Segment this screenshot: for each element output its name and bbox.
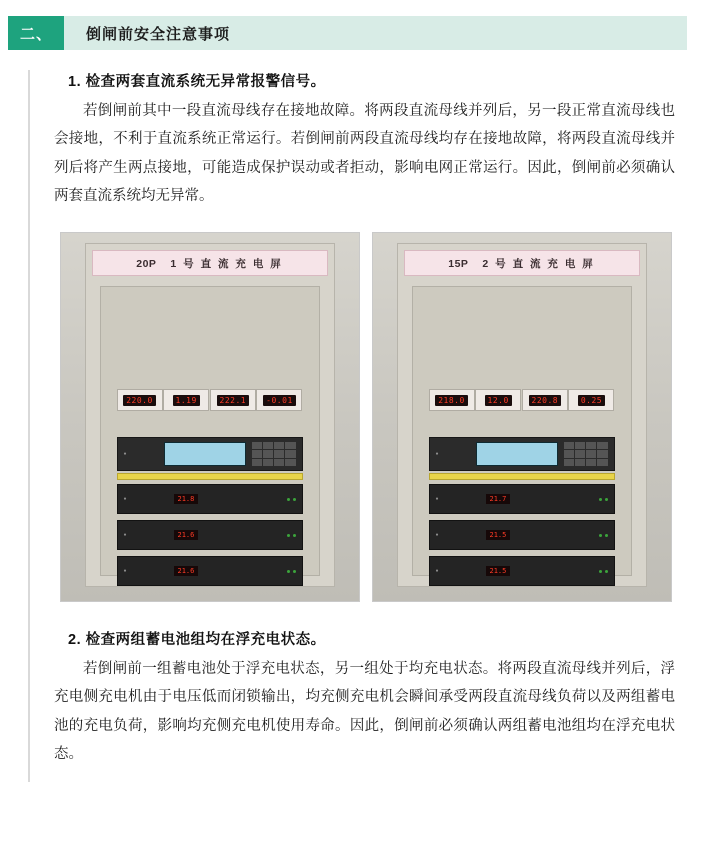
- monitor-brand: ●: [123, 451, 127, 458]
- meter: [522, 389, 568, 411]
- nameplate-text: [136, 256, 283, 271]
- section-header: [8, 16, 687, 50]
- rectifier-module: [117, 556, 303, 586]
- cabinet-face: [412, 286, 632, 576]
- section-number: 二、: [8, 16, 64, 50]
- module-brand: ●: [123, 532, 127, 539]
- monitor-keypad: [252, 442, 296, 466]
- module-brand: ●: [123, 496, 127, 503]
- section-title: 倒闸前安全注意事项: [64, 16, 687, 50]
- meter-display: 220.8: [529, 395, 562, 406]
- meter: [210, 389, 256, 411]
- module-brand: ●: [435, 496, 439, 503]
- module-led-group: [287, 498, 296, 501]
- rectifier-module: [117, 520, 303, 550]
- module-brand: ●: [435, 532, 439, 539]
- monitor-unit: [117, 437, 303, 471]
- meter-display: 1.19: [173, 395, 200, 406]
- rectifier-module: [429, 484, 615, 514]
- cabinet-face: [100, 286, 320, 576]
- figure-caption-spacer: [42, 602, 685, 608]
- bottom-spacer: [42, 768, 685, 782]
- monitor-brand: ●: [435, 451, 439, 458]
- cabinet-body: [85, 243, 335, 587]
- module-led-group: [287, 534, 296, 537]
- meter-display: 12.0: [485, 395, 512, 406]
- module-brand: ●: [435, 568, 439, 575]
- cabinet-body: [397, 243, 647, 587]
- panel-title: 2 号 直 流 充 电 屏: [482, 257, 595, 270]
- monitor-unit: [429, 437, 615, 471]
- module-display: 21.8: [174, 494, 199, 504]
- meter-display: -0.01: [263, 395, 296, 406]
- photo-panel-1: [60, 232, 360, 602]
- panel-code: 15P: [448, 257, 469, 270]
- module-display: 21.5: [486, 530, 511, 540]
- meter-row: [429, 389, 615, 411]
- warning-strip: [117, 473, 303, 480]
- rectifier-module-stack: [117, 484, 303, 592]
- module-display: 21.5: [486, 566, 511, 576]
- module-led-group: [599, 570, 608, 573]
- monitor-keypad: [564, 442, 608, 466]
- monitor-lcd-screen: [164, 442, 246, 466]
- rectifier-module: [429, 556, 615, 586]
- module-brand: ●: [123, 568, 127, 575]
- module-led-group: [599, 498, 608, 501]
- panel-title: 1 号 直 流 充 电 屏: [170, 257, 283, 270]
- meter: [568, 389, 614, 411]
- module-led-group: [599, 534, 608, 537]
- meter: [117, 389, 163, 411]
- module-display: 21.6: [174, 566, 199, 576]
- module-display: 21.6: [174, 530, 199, 540]
- cabinet-nameplate: [92, 250, 328, 276]
- document-page: [0, 16, 703, 851]
- content-body: [28, 70, 685, 782]
- cabinet-nameplate: [404, 250, 640, 276]
- meter: [429, 389, 475, 411]
- rectifier-module-stack: [429, 484, 615, 592]
- meter-display: 218.0: [435, 395, 468, 406]
- panel-code: 20P: [136, 257, 157, 270]
- photo-panel-2: [372, 232, 672, 602]
- warning-strip: [429, 473, 615, 480]
- module-led-group: [287, 570, 296, 573]
- subsection-2-heading: 2. 检查两组蓄电池组均在浮充电状态。: [68, 632, 326, 649]
- subsection-1-paragraph: 若倒闸前其中一段直流母线存在接地故障。将两段直流母线并列后，另一段正常直流母线也会接地，不利于直流系统正常运行。若倒闸前两段直流母线均存在接地故障，将两段直流母线并列后将产生两点接地，可能造成保护误动或者拒动，影响电网正常运行。因此，倒闸前必须确认两套直流系统均无异常。: [54, 103, 675, 204]
- subsection-1-heading: 1. 检查两套直流系统无异常报警信号。: [68, 74, 326, 90]
- monitor-lcd-screen: [476, 442, 558, 466]
- rectifier-module: [117, 484, 303, 514]
- subsection-2-paragraph: 若倒闸前一组蓄电池处于浮充电状态，另一组处于均充电状态。将两段直流母线并列后，浮充电侧充电机由于电压低而闭锁输出，均充侧充电机会瞬间承受两段直流母线负荷以及两组蓄电池的充电负荷，影响均充侧充电机使用寿命。因此，倒闸前必须确认两组蓄电池组均在浮充电状态。: [54, 661, 675, 762]
- meter: [163, 389, 209, 411]
- module-display: 21.7: [486, 494, 511, 504]
- figure-charging-panels: [56, 232, 675, 602]
- rectifier-module: [429, 520, 615, 550]
- nameplate-text: [448, 256, 595, 271]
- meter: [475, 389, 521, 411]
- meter-display: 0.25: [578, 395, 605, 406]
- meter: [256, 389, 302, 411]
- meter-display: 220.0: [123, 395, 156, 406]
- meter-display: 222.1: [217, 395, 250, 406]
- meter-row: [117, 389, 303, 411]
